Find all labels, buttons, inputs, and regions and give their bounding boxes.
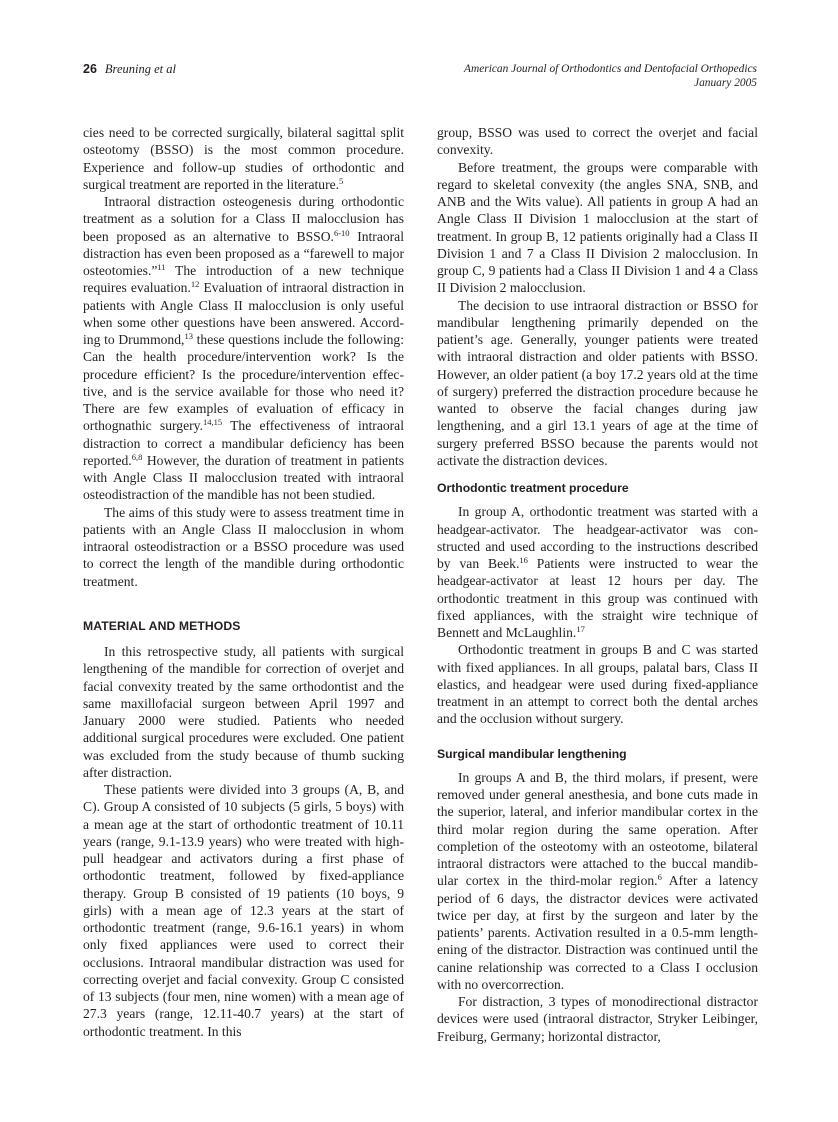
citation: 5 xyxy=(339,175,344,186)
paragraph xyxy=(437,769,758,993)
paragraph-text: Patients were instructed to wear the headgear-activator at least 12 hours per day. The orthodontic treatment in this group was continued with fixed appliances, with the straight wire technique of Bennett and McLaughlin. xyxy=(437,556,758,640)
running-head-right xyxy=(464,62,757,90)
paragraph xyxy=(83,193,404,504)
paragraph: Before treatment, the groups were comparable with regard to skeletal convexity (the angles SNA, SNB, and ANB and the Wits value). All patients in group A had an Angle Class II Division 1 malocclusion at the start of treatment. In group B, 12 patients originally had a Class II Division 1 and 7 a Class II Division 2 malocclusion. In group C, 9 patients had a Class II Division 1 and 4 a Class II Division 2 malocclusion. xyxy=(437,159,758,296)
paragraph xyxy=(83,124,404,193)
paragraph: The aims of this study were to assess treatment time in patients with an Angle Class II malocclusion in whom intraoral osteodistraction or a BSSO procedure was used to correct the length of the mandible during orthodontic treatment. xyxy=(83,504,404,589)
citation: 6-10 xyxy=(333,227,350,238)
paragraph-text: In groups A and B, the third molars, if present, were removed under general anesthesia, and bone cuts made in the superior, lateral, and inferior mandibular cortex in the third molar region during the same operation. After completion of the osteotomy with an osteotome, bilateral intraoral distractors were attached to the buccal mandibular cortex in the third-molar region. xyxy=(437,769,758,889)
citation: 16 xyxy=(519,555,528,565)
paragraph: These patients were divided into 3 groups (A, B, and C). Group A consisted of 10 subjects (5 girls, 5 boys) with a mean age at the start of orthodontic treatment of 10.11 years (range, 9.1-13.9 years) who were treated with high-pull headgear and activators during a first phase of orthodontic treatment, followed by fixed-appliance therapy. Group B consisted of 19 patients (10 boys, 9 girls) with a mean age of 12.3 years at the start of orthodontic treatment (range, 9.6-16.1 years) in whom only fixed appliances were used to correct their occlusions. Intraoral mandibular distraction was used for correcting overjet and facial convexity. Group C consisted of 13 subjects (four men, nine women) with a mean age of 27.3 years (range, 12.11-40.7 years) at the start of orthodontic treatment. In this xyxy=(83,782,404,1039)
paragraph-text: The introduction of a new technique requires evaluation. xyxy=(83,263,404,296)
journal-title: American Journal of Orthodontics and Dentofacial Orthopedics xyxy=(464,63,757,75)
issue-date: January 2005 xyxy=(694,77,757,89)
citation: 14,15 xyxy=(202,417,223,428)
paragraph-text: Intraoral distraction has even been proposed as a “farewell to major osteotomies.” xyxy=(83,228,404,278)
section-heading-methods: MATERIAL AND METHODS xyxy=(83,618,241,633)
citation: 17 xyxy=(576,624,585,634)
paragraph-text: After a latency period of 6 days, the distractor devices were activated twice per day, at first by the surgeon and later by the patients’ parents. Activation resulted in a 0.5-mm lengthening of the distractor. Distraction was continued until the canine relationship was corrected to a Class I occlusion with no overcorrection. xyxy=(437,873,758,992)
citation: 6,8 xyxy=(131,451,143,462)
paragraph-text: Intraoral distraction osteogenesis during orthodontic treatment as a solution for a Class II malocclusion has been proposed as an alternative to BSSO. xyxy=(83,194,404,244)
citation: 11 xyxy=(157,262,166,272)
citation: 12 xyxy=(190,279,200,290)
paragraph-text: Evaluation of intraoral distraction in patients with Angle Class II malocclusion is only useful when some other questions have been answered. According to Drummond, xyxy=(83,280,404,347)
right-column xyxy=(437,124,758,1045)
citation: 13 xyxy=(184,331,193,341)
citation: 6 xyxy=(657,872,662,883)
paragraph-text: However, the duration of treatment in patients with Angle Class II malocclusion treated with intraoral osteodistraction of the mandible has not been studied. xyxy=(83,452,404,503)
subsection-heading-orthodontic-treatment: Orthodontic treatment procedure xyxy=(437,481,629,495)
paragraph: Orthodontic treatment in groups B and C was started with fixed appliances. In all groups, palatal bars, Class II elastics, and headgear were used during fixed-appliance treatment in an attempt to correct both the dental arches and the occlusion without surgery. xyxy=(437,642,758,727)
paragraph: The decision to use intraoral distraction or BSSO for mandibular lengthening primarily depended on the patient’s age. Generally, younger patients were treated with intraoral distraction and older patients with BSSO. However, an older patient (a boy 17.2 years old at the time of surgery) preferred the distraction procedure because he wanted to observe the facial changes during jaw lengthening, and a girl 13.1 years of age at the time of surgery preferred BSSO because the parents would not activate the distraction devices. xyxy=(437,297,758,468)
page-number: 26 xyxy=(83,62,97,76)
subsection-heading-surgical-lengthening: Surgical mandibular lengthening xyxy=(437,746,627,761)
running-head xyxy=(83,62,757,96)
running-head-left xyxy=(83,62,176,77)
author-line: Breuning et al xyxy=(104,62,176,76)
paragraph: group, BSSO was used to correct the overjet and facial convexity. xyxy=(437,125,758,158)
left-column xyxy=(83,124,404,1040)
paragraph-text: In group A, orthodontic treatment was started with a headgear-activator. The headgear-activator was constructed and used according to the instructions described by van Beek. xyxy=(437,504,758,571)
paragraph-text: The effectiveness of intraoral distraction to correct a mandibular deficiency has been reported. xyxy=(83,418,404,468)
paragraph-text: these questions include the following: Can the health procedure/intervention work? Is the procedure efficient? Is the procedure/intervention effective, and is the service available for those who need it? There are few examples of evaluation of efficacy in orthognathic surgery. xyxy=(83,332,404,434)
paragraph: For distraction, 3 types of monodirectional distractor devices were used (intraoral distractor, Stryker Leibinger, Freiburg, Germany; horizontal distractor, xyxy=(437,994,758,1044)
paragraph-text: cies need to be corrected surgically, bilateral sagittal split osteotomy (BSSO) is the most common procedure. Experience and follow-up studies of orthodontic and surgical treatment are reported in the literature. xyxy=(83,125,404,192)
paragraph: In this retrospective study, all patients with surgical lengthening of the mandible for correction of overjet and facial convexity treated by the same orthodontist and the same maxillofacial surgeon between April 1997 and January 2000 were studied. Patients who needed additional surgical procedures were excluded. One patient was excluded from the study because of thumb sucking after distraction. xyxy=(83,644,404,780)
paragraph xyxy=(437,503,758,641)
